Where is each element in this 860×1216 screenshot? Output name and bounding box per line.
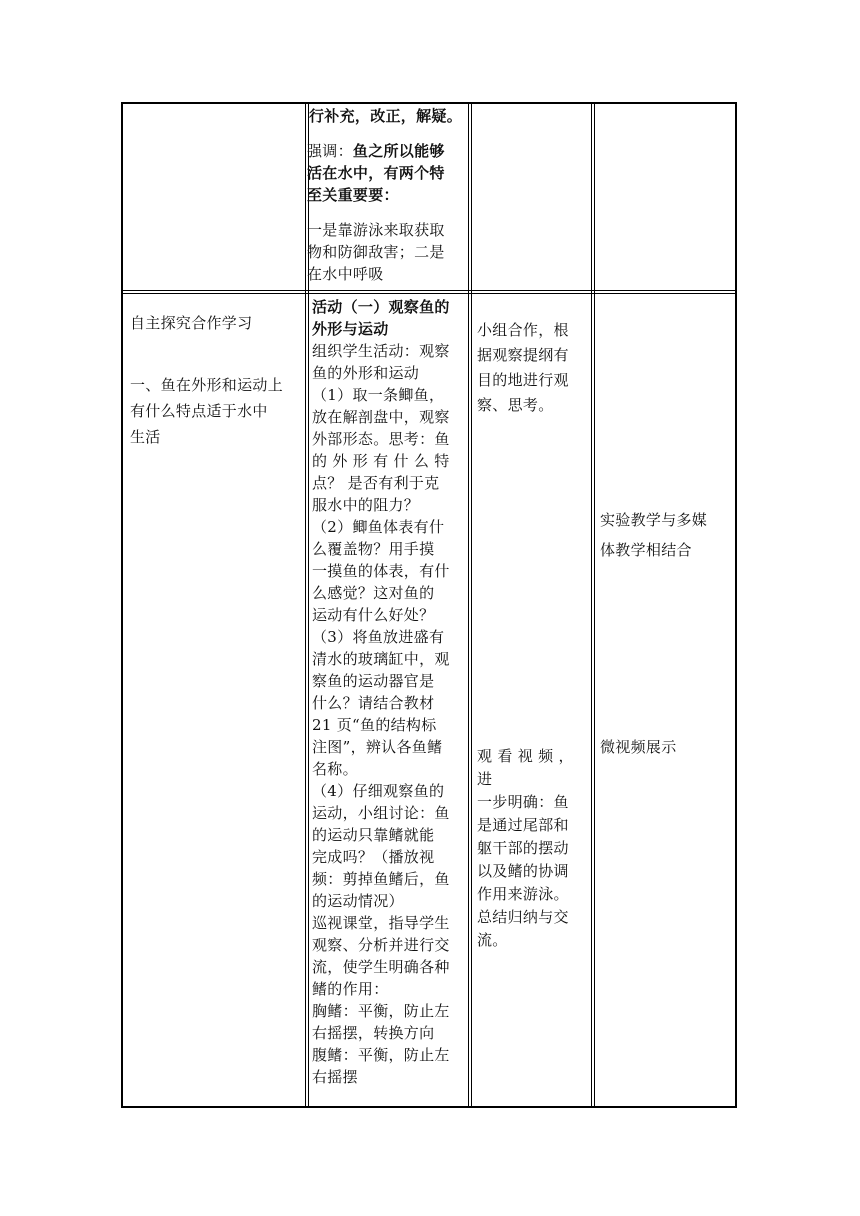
activity-line: 流，使学生明确各种 — [312, 958, 450, 976]
row2-col3-block1 — [477, 318, 589, 418]
activity-line: 运动，小组讨论：鱼 — [312, 804, 450, 822]
section-heading: 自主探究合作学习 — [130, 314, 253, 332]
row2-col1 — [130, 310, 302, 450]
student-activity-line: 一步明确：鱼 — [477, 793, 569, 811]
activity-line: 注图”，辨认各鱼鳍 — [312, 738, 443, 756]
row-divider — [121, 290, 737, 291]
activity-line: 放在解剖盘中，观察 — [312, 408, 450, 426]
column-divider — [591, 102, 592, 1108]
row2-col4-block2: 微视频展示 — [600, 738, 677, 756]
question-l2: 有什么特点适于水中 — [130, 402, 268, 420]
design-intent-line: 实验教学与多媒 — [600, 511, 708, 529]
activity-lines — [312, 340, 468, 1088]
activity-line: 么感觉？这对鱼的 — [312, 584, 435, 602]
emphasis-text-l3: 至关重要要： — [307, 186, 399, 204]
activity-line: （2）鲫鱼体表有什 — [312, 518, 445, 536]
activity-line: 运动有什么好处？ — [312, 606, 435, 624]
points-l2: 物和防御敌害；二是 — [307, 243, 445, 261]
activity-line: 的运动只靠鳍就能 — [312, 826, 435, 844]
activity-line: （3）将鱼放进盛有 — [312, 628, 445, 646]
student-activity-line: 躯干部的摆动 — [477, 839, 569, 857]
student-activity-line: 察、思考。 — [477, 396, 554, 414]
activity-line: 清水的玻璃缸中，观 — [312, 650, 450, 668]
activity-line: 完成吗？（播放视 — [312, 848, 435, 866]
row2-col2 — [312, 296, 468, 1088]
emphasis-text-l2: 活在水中，有两个特 — [307, 164, 445, 182]
question-l3: 生活 — [130, 428, 161, 446]
row1-col2-line1: 行补充，改正，解疑。 — [309, 107, 463, 125]
activity-line: （1）取一条鲫鱼， — [312, 386, 445, 404]
activity-line: 的 外 形 有 什 么 特 — [312, 452, 450, 470]
student-activity-line: 以及鳍的协调 — [477, 862, 569, 880]
activity-line: 么覆盖物？用手摸 — [312, 540, 435, 558]
row-divider — [121, 293, 737, 294]
student-activity-line: 目的地进行观 — [477, 371, 569, 389]
activity-line: 胸鳍：平衡，防止左 — [312, 1002, 450, 1020]
student-activity-line: 作用来游泳。 — [477, 885, 569, 903]
activity-line: 右摇摆 — [312, 1068, 358, 1086]
points-l3: 在水中呼吸 — [307, 265, 384, 283]
emphasis-text-l1: 鱼之所以能够 — [352, 142, 445, 160]
student-activity-line: 观 看 视 频 ，进 — [477, 747, 574, 788]
activity-line: 名称。 — [312, 760, 358, 778]
row1-col2-emphasis — [307, 140, 467, 206]
student-activity-line: 总结归纳与交 — [477, 908, 569, 926]
points-l1: 一是靠游泳来取获取 — [307, 221, 445, 239]
activity-line: 外部形态。思考：鱼 — [312, 430, 450, 448]
activity-line: 的运动情况） — [312, 892, 404, 910]
activity-title-l2: 外形与运动 — [312, 320, 389, 338]
activity-line: 鳍的作用： — [312, 980, 389, 998]
activity-line: 点？ 是否有利于克 — [312, 474, 440, 492]
emphasis-prefix: 强调： — [307, 142, 353, 160]
activity-line: 21 页“鱼的结构标 — [312, 716, 437, 734]
activity-line: 鱼的外形和运动 — [312, 364, 420, 382]
column-divider — [471, 102, 472, 1108]
activity-line: （4）仔细观察鱼的 — [312, 782, 445, 800]
activity-line: 腹鳍：平衡，防止左 — [312, 1046, 450, 1064]
activity-line: 右摇摆，转换方向 — [312, 1024, 435, 1042]
row1-col2-points — [307, 219, 467, 285]
activity-line: 什么？请结合教材 — [312, 694, 435, 712]
activity-title-l1: 活动（一）观察鱼的 — [312, 298, 450, 316]
student-activity-line: 小组合作，根 — [477, 321, 569, 339]
student-activity-line: 是通过尾部和 — [477, 816, 569, 834]
activity-line: 一摸鱼的体表，有什 — [312, 562, 450, 580]
activity-line: 观察、分析并进行交 — [312, 936, 450, 954]
activity-line: 察鱼的运动器官是 — [312, 672, 435, 690]
activity-line: 频：剪掉鱼鳍后，鱼 — [312, 870, 450, 888]
column-divider — [468, 102, 469, 1108]
column-divider — [305, 102, 306, 1108]
student-activity-line: 流。 — [477, 931, 508, 949]
column-divider — [594, 102, 595, 1108]
activity-line: 巡视课堂，指导学生 — [312, 914, 450, 932]
question-l1: 一、鱼在外形和运动上 — [130, 376, 284, 394]
activity-line: 服水中的阻力？ — [312, 496, 420, 514]
row2-col4-block1 — [600, 505, 734, 565]
activity-line: 组织学生活动：观察 — [312, 342, 450, 360]
row2-col3-block2 — [477, 745, 589, 952]
student-activity-line: 据观察提纲有 — [477, 346, 569, 364]
design-intent-line: 体教学相结合 — [600, 541, 692, 559]
